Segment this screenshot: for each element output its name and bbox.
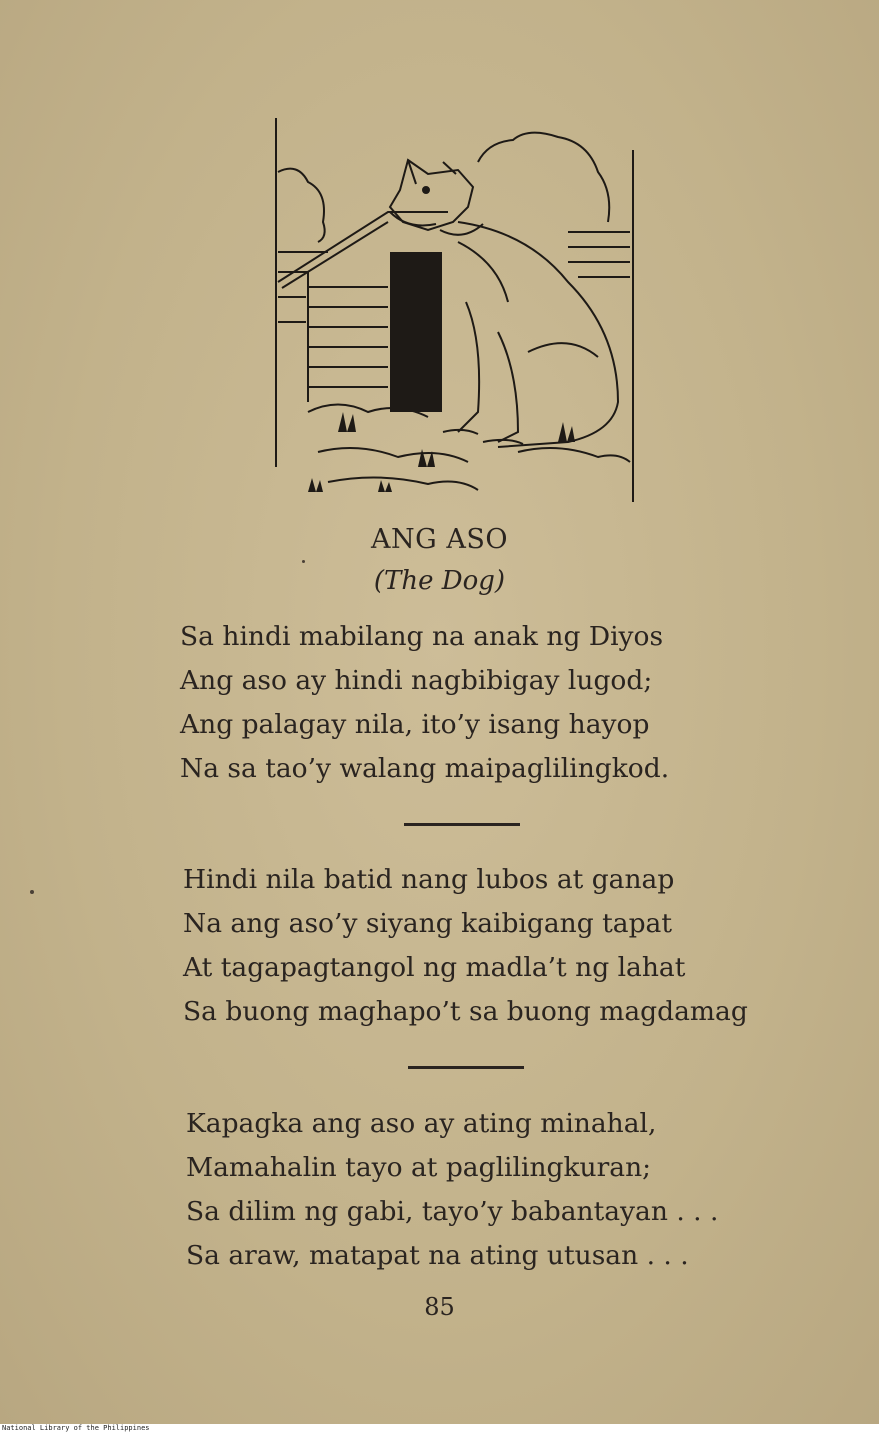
poem-line: Na sa tao’y walang maipaglilingkod. xyxy=(180,753,670,784)
poem-subtitle: (The Dog) xyxy=(373,566,506,596)
dog-illustration xyxy=(268,112,640,512)
poem-line: Kapagka ang aso ay ating minahal, xyxy=(186,1108,657,1139)
page-number: 85 xyxy=(424,1293,455,1321)
paper-speck xyxy=(30,890,34,894)
poem-line: At tagapagtangol ng madla’t ng lahat xyxy=(183,952,686,983)
poem-line: Sa dilim ng gabi, tayo’y babantayan . . . xyxy=(186,1196,719,1227)
stanza-divider xyxy=(408,1066,524,1069)
stanza-2 xyxy=(183,858,748,1034)
paper-speck xyxy=(302,560,305,563)
poem-line: Sa buong maghapo’t sa buong magdamag xyxy=(183,996,748,1027)
stanza-divider xyxy=(404,823,520,826)
poem-line: Sa araw, matapat na ating utusan . . . xyxy=(186,1240,689,1271)
poem-line: Ang palagay nila, ito’y isang hayop xyxy=(180,709,650,740)
poem-line: Mamahalin tayo at paglilingkuran; xyxy=(186,1152,652,1183)
poem-line: Hindi nila batid nang lubos at ganap xyxy=(183,864,675,895)
poem-line: Na ang aso’y siyang kaibigang tapat xyxy=(183,908,672,939)
poem-title: ANG ASO xyxy=(371,524,508,555)
stanza-1 xyxy=(180,615,669,791)
poem-line: Sa hindi mabilang na anak ng Diyos xyxy=(180,621,664,652)
poem-line: Ang aso ay hindi nagbibigay lugod; xyxy=(180,665,653,696)
footer-credit: National Library of the Philippines xyxy=(0,1424,879,1433)
stanza-3 xyxy=(186,1102,718,1278)
